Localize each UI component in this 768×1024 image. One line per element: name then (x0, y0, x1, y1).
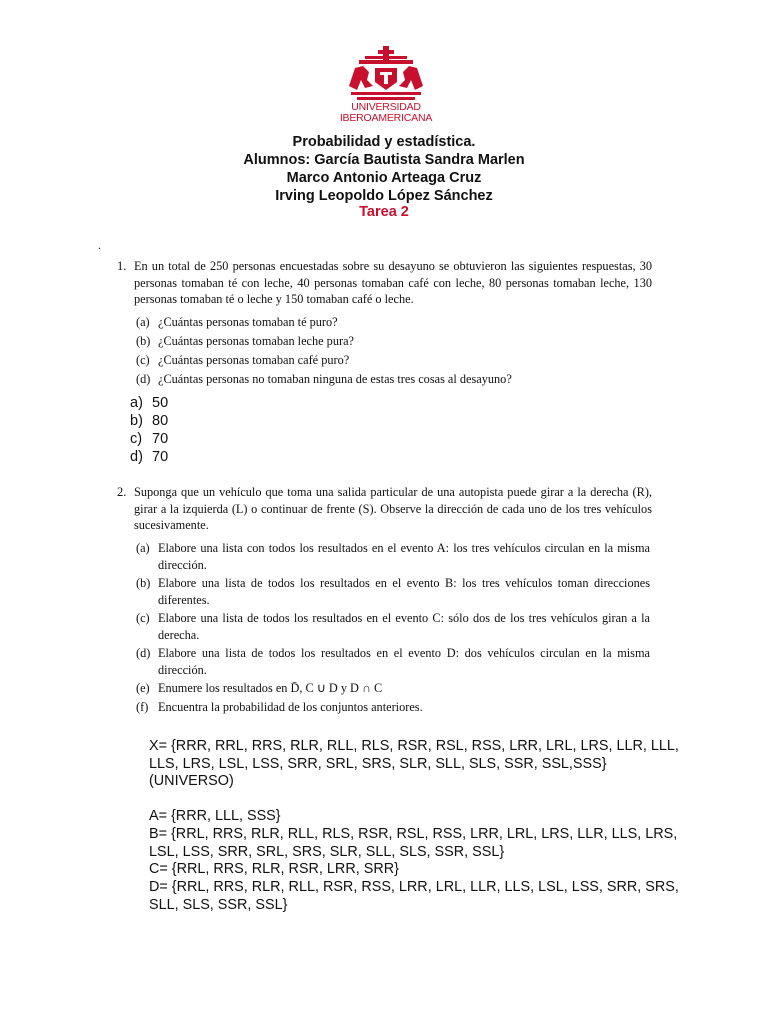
student-name-2: Marco Antonio Arteaga Cruz (286, 170, 482, 186)
item-text: Elabore una lista de todos los resultados en el evento B: los tres vehículos toman direcciones diferentes. (158, 576, 650, 607)
answer-value: 50 (152, 395, 169, 411)
question-1-item-c (136, 352, 650, 369)
answer-value: 70 (152, 431, 169, 447)
question-1-item-b (136, 333, 650, 350)
question-2-item-f (136, 699, 650, 716)
item-text: Elabore una lista de todos los resultados en el evento C: sólo dos de los tres vehículos giran a la derecha. (158, 611, 650, 642)
item-text: ¿Cuántas personas no tomaban ninguna de estas tres cosas al desayuno? (158, 372, 512, 386)
question-1-item-a (136, 314, 650, 331)
item-label: (b) (136, 334, 151, 348)
question-2-item-c (136, 610, 650, 643)
answer-b (130, 412, 168, 430)
answer-label: d) (130, 449, 143, 465)
logo-text-universidad: UNIVERSIDAD (351, 101, 421, 113)
item-text: ¿Cuántas personas tomaban café puro? (158, 353, 350, 367)
question-2-text: Suponga que un vehículo que toma una salida particular de una autopista puede girar a la derecha (R), girar a la izquierda (L) o continuar de frente (S). Observe la dirección de cada uno de los tres vehículos sucesivamente. (134, 485, 652, 532)
answer-label: b) (130, 413, 143, 429)
set-c: C= {RRL, RRS, RLR, RSR, LRR, SRR} (149, 861, 399, 877)
answer-d (130, 448, 168, 466)
item-label: (a) (136, 315, 150, 329)
item-label: (a) (136, 541, 150, 555)
logo-text-iberoamericana: IBEROAMERICANA (339, 112, 433, 124)
question-2-item-a (136, 540, 650, 573)
set-b: B= {RRL, RRS, RLR, RLL, RLS, RSR, RSL, RSS, LRR, LRL, LRS, LLR, LLS, LRS, LSL, LSS, SRR, SRL, SRS, SLR, SLL, SLS, SSR, SSL} (149, 826, 678, 860)
item-text: ¿Cuántas personas tomaban té puro? (158, 315, 338, 329)
question-2-number: 2. (117, 485, 127, 499)
set-a: A= {RRR, LLL, SSS} (149, 808, 281, 824)
answer-a (130, 394, 168, 412)
item-label: (d) (136, 646, 151, 660)
students-line: Alumnos: García Bautista Sandra Marlen (243, 152, 525, 168)
question-2-item-e (136, 680, 650, 697)
item-label: (c) (136, 353, 150, 367)
question-1-text: En un total de 250 personas encuestadas sobre su desayuno se obtuvieron las siguientes respuestas, 30 personas tomaban té con leche, 40 personas tomaban café con leche, 80 personas tomaban leche, 130 personas tomaban té o leche y 150 tomaban café o leche. (134, 259, 652, 306)
item-label: (c) (136, 611, 150, 625)
set-x-universe: X= {RRR, RRL, RRS, RLR, RLL, RLS, RSR, RSL, RSS, LRR, LRL, LRS, LLR, LLL, LLS, LRS, LSL, LSS, SRR, SRL, SRS, SLR, SLL, SLS, SSR, SSL,SSS} (UNIVERSO) (149, 738, 679, 789)
item-label: (b) (136, 576, 151, 590)
answer-c (130, 430, 168, 448)
item-text: Elabore una lista con todos los resultados en el evento A: los tres vehículos circulan en la misma dirección. (158, 541, 650, 572)
question-2-item-b (136, 575, 650, 608)
set-d: D= {RRL, RRS, RLR, RLL, RSR, RSS, LRR, LRL, LLR, LLS, LSL, LSS, SRR, SRS, SLL, SLS, SSR, SSL} (149, 879, 679, 913)
question-1-item-d (136, 371, 650, 388)
stray-dot: . (98, 238, 101, 252)
universidad-iberoamericana-logo-icon (345, 46, 427, 102)
item-text: Enumere los resultados en D̄, C ∪ D y D ∩ C (158, 681, 383, 695)
item-text: Encuentra la probabilidad de los conjuntos anteriores. (158, 700, 423, 714)
answer-value: 70 (152, 449, 169, 465)
item-label: (d) (136, 372, 151, 386)
item-text: Elabore una lista de todos los resultados en el evento D: dos vehículos circulan en la misma dirección. (158, 646, 650, 677)
question-2-item-d (136, 645, 650, 678)
item-label: (f) (136, 700, 149, 714)
university-logo (339, 46, 433, 124)
course-title: Probabilidad y estadística. (292, 134, 476, 150)
answer-value: 80 (152, 413, 169, 429)
answer-label: c) (130, 431, 143, 447)
question-1-number: 1. (117, 259, 127, 273)
answer-label: a) (130, 395, 143, 411)
assignment-title: Tarea 2 (359, 204, 409, 220)
item-label: (e) (136, 681, 150, 695)
item-text: ¿Cuántas personas tomaban leche pura? (158, 334, 354, 348)
student-name-3: Irving Leopoldo López Sánchez (275, 188, 493, 204)
